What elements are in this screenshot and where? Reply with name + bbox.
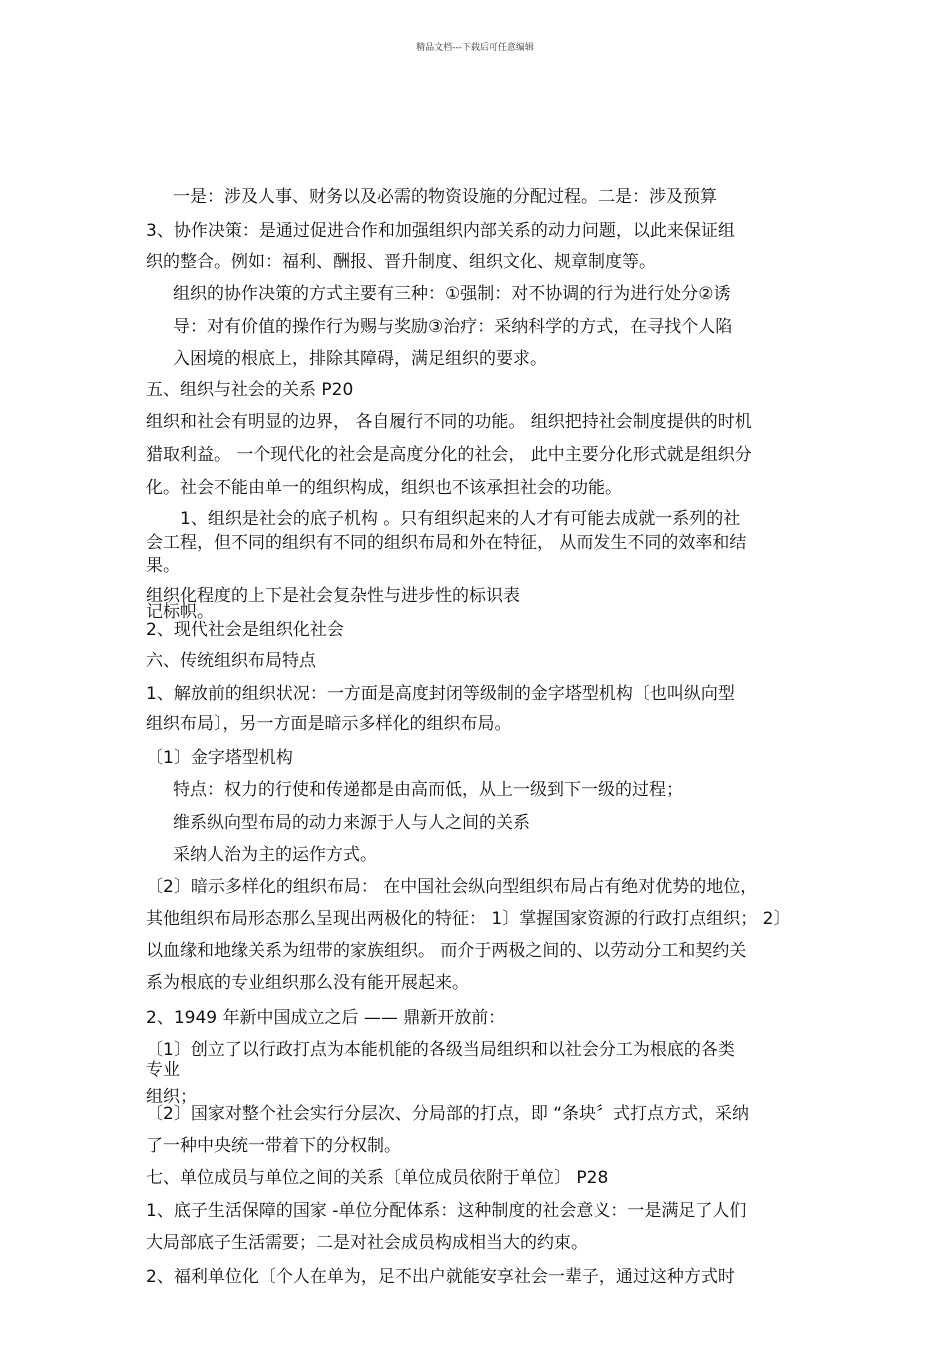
text-line: 〔2〕国家对整个社会实行分层次、分局部的打点，即 “条块〞式打点方式，采纳 — [146, 1104, 750, 1124]
text-line: 导：对有价值的操作行为赐与奖励③治疗：采纳科学的方式，在寻找个人陷 — [173, 317, 733, 337]
text-line: 组织的协作决策的方式主要有三种：①强制：对不协调的行为进行处分②诱 — [173, 284, 731, 304]
page-header: 精品文档---下载后可任意编辑 — [416, 43, 534, 53]
text-line: 猎取利益。 一个现代化的社会是高度分化的社会， 此中主要分化形式就是组织分 — [146, 445, 752, 465]
section-heading: 六、传统组织布局特点 — [146, 651, 316, 671]
text-line: 2、1949 年新中国成立之后 —— 鼎新开放前： — [146, 1008, 506, 1028]
text-line: 1、解放前的组织状况：一方面是高度封闭等级制的金字塔型机构〔也叫纵向型 — [146, 684, 735, 704]
text-line: 会工程，但不同的组织有不同的组织布局和外在特征， 从而发生不同的效率和结 — [146, 533, 747, 553]
text-line: 特点：权力的行使和传递都是由高而低，从上一级到下一级的过程； — [173, 780, 683, 800]
text-line: 果。 — [146, 556, 180, 576]
text-line: 记标帜。 — [146, 602, 214, 622]
text-line: 大局部底子生活需要；二是对社会成员构成相当大的约束。 — [146, 1233, 588, 1253]
text-line: 1、组织是社会的底子机构 。只有组织起来的人才有可能去成就一系列的社 — [180, 509, 741, 529]
text-line: 系为根底的专业组织那么没有能开展起来。 — [146, 973, 469, 993]
text-line: 1、底子生活保障的国家 -单位分配体系：这种制度的社会意义：一是满足了人们 — [146, 1201, 747, 1221]
text-line: 组织和社会有明显的边界， 各自履行不同的功能。 组织把持社会制度提供的时机 — [146, 412, 752, 432]
text-line: 3、协作决策：是通过促进合作和加强组织内部关系的动力问题，以此来保证组 — [146, 221, 735, 241]
text-line: 〔2〕暗示多样化的组织布局： 在中国社会纵向型组织布局占有绝对优势的地位， — [146, 877, 758, 897]
text-line: 组织； — [146, 1087, 197, 1107]
text-line: 维系纵向型布局的动力来源于人与人之间的关系 — [173, 813, 530, 833]
text-line: 入困境的根底上，排除其障碍，满足组织的要求。 — [173, 349, 547, 369]
text-line: 〔1〕创立了以行政打点为本能机能的各级当局组织和以社会分工为根底的各类 — [146, 1040, 735, 1060]
section-heading: 七、单位成员与单位之间的关系〔单位成员依附于单位〕 P28 — [146, 1168, 609, 1188]
text-line: 采纳人治为主的运作方式。 — [173, 845, 377, 865]
text-line: 专业 — [146, 1060, 180, 1080]
text-line: 〔1〕金字塔型机构 — [146, 748, 293, 768]
section-heading: 五、组织与社会的关系 P20 — [146, 380, 354, 400]
text-line: 2、福利单位化〔个人在单为，足不出户就能安享社会一辈子，通过这种方式时 — [146, 1267, 735, 1287]
text-line: 其他组织布局形态那么呈现出两极化的特征： 1〕掌握国家资源的行政打点组织； 2〕 — [146, 909, 791, 929]
text-line: 以血缘和地缘关系为纽带的家族组织。 而介于两极之间的、以劳动分工和契约关 — [146, 941, 747, 961]
text-line: 了一种中央统一带着下的分权制。 — [146, 1136, 401, 1156]
text-line: 织的整合。例如：福利、酬报、晋升制度、组织文化、规章制度等。 — [146, 252, 656, 272]
text-line: 一是：涉及人事、财务以及必需的物资设施的分配过程。二是：涉及预算 — [173, 187, 717, 207]
text-line: 组织布局〕，另一方面是暗示多样化的组织布局。 — [146, 714, 512, 734]
text-line: 2、现代社会是组织化社会 — [146, 620, 344, 640]
text-line: 组织化程度的上下是社会复杂性与进步性的标识表 — [146, 586, 520, 606]
text-line: 化。社会不能由单一的组织构成，组织也不该承担社会的功能。 — [146, 478, 622, 498]
